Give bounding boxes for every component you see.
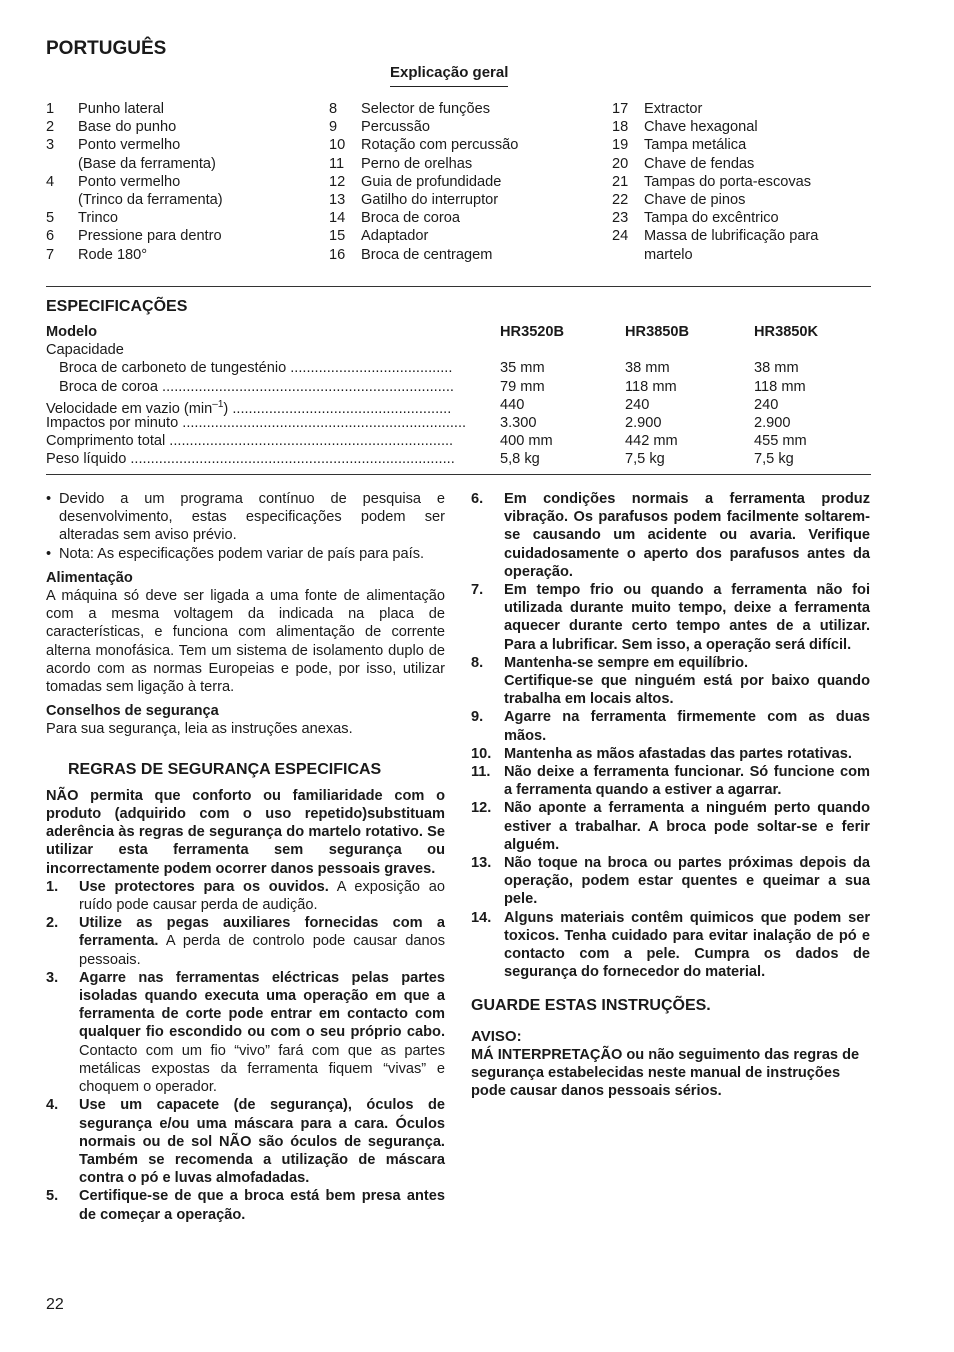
list-item: 4. Use um capacete (de segurança), óculos de segurança e/ou uma máscara para a cara. Óculos normais ou de sol NÃO são óculos de segurança. Também se recomenda a utilização de máscara contra o pó e luvas almofadadas. [46,1097,445,1187]
list-item: 6 Pressione para dentro [46,228,222,245]
list-item: • Nota: As especificações podem variar de país para país. [46,545,425,562]
list-item: 8 Selector de funções [329,101,490,117]
power-text: A máquina só deve ser ligada a uma fonte de alimentação com a mesma voltagem da indicada na placa de características, e funciona com alimentação de corrente alterna monofásica. Tem um sistema de isolamento duplo de acordo com as normas Europeias e pode, por isso, utilizar tomadas sem ligação à terra. [46,588,445,696]
list-item: 2. Utilize as pegas auxiliares fornecidas com a ferramenta. A perda de controlo pode causar danos pessoais. [46,915,445,968]
list-item: martelo [644,246,693,263]
table-row: Impactos por minuto ...................................................................... 3.300 2.900 2.900 [46,414,791,431]
language-heading: PORTUGUÊS [46,38,167,59]
list-item: 7. Em tempo frio ou quando a ferramenta não foi utilizada durante muito tempo, deixe a ferramenta aquecer durante certo tempo antes de a utilizar. Para a lubrificar. Sem isso, a operação será difícil. [471,582,870,653]
speed-label: Velocidade em vazio $(\min^{-1})$ ...................................................... [46,398,452,417]
list-item: 24 Massa de lubrificação para [612,228,819,245]
specifications-table [46,323,871,469]
list-item: 17 Extractor [612,101,703,117]
list-item: 11. Não deixe a ferramenta funcionar. Só funcione com a ferramenta quando a estiver a agarrar. [471,764,870,799]
capacity-label: Capacidade [46,342,124,359]
list-item: • Devido a um programa contínuo de pesquisa e desenvolvimento, estas especificações podem ser alteradas sem aviso prévio. [46,491,445,544]
list-item: 6. Em condições normais a ferramenta produz vibração. Os parafusos podem facilmente soltarem-se causando um acidente ou avaria. Verifique cuidadosamente o aperto dos parafusos antes da operação. [471,491,870,580]
general-explanation-title: Explicação geral [390,64,508,87]
page-number: 22 [46,1296,64,1313]
list-item: 20 Chave de fendas [612,155,755,172]
left-column [46,490,445,1224]
list-item: 9. Agarre na ferramenta firmemente com as duas mãos. [471,709,870,744]
safety-text: Para sua segurança, leia as instruções anexas. [46,721,353,738]
parts-list-col3 [612,100,872,264]
table-row: Modelo HR3520B HR3850B HR3850K [46,324,819,340]
warning-title: AVISO: [471,1027,522,1045]
list-item: 23 Tampa do excêntrico [612,210,779,227]
keep-instructions-heading: GUARDE ESTAS INSTRUÇÕES. [471,997,711,1015]
list-item: 14. Alguns materiais contêm quimicos que podem ser toxicos. Tenha cuidado para evitar inalação de pó e contacto com a pele. Cumpra os dados de segurança do fornecedor do material. [471,909,870,981]
list-item: 15 Adaptador [329,228,429,245]
list-item: 3. Agarre nas ferramentas eléctricas pelas partes isoladas quando executa uma operação em que a ferramenta de corte pode entrar em contacto com qualquer fio escondido ou com o seu próprio cabo. Contacto com um fio “vivo” fará com que as partes metálicas expostas da ferramenta fiquem “vivas” e choquem o operador. [46,969,445,1096]
power-title: Alimentação [46,569,133,586]
list-item: 10. Mantenha as mãos afastadas das partes rotativas. [471,745,852,762]
divider [46,286,871,287]
list-item: 2 Base do punho [46,119,177,136]
table-row: Broca de carboneto de tungesténio ........................................ 35 mm 38 mm 38 mm [59,360,799,377]
list-item: 5. Certifique-se de que a broca está bem presa antes de começar a operação. [46,1188,445,1223]
table-row: Broca de coroa ........................................................................ 79 mm 118 mm 118 mm [59,378,806,395]
list-item: 7 Rode 180° [46,246,148,263]
list-item: 5 Trinco [46,210,119,227]
parts-list-col2 [329,100,599,264]
list-item: 3 Ponto vermelho [46,137,181,154]
right-column [471,490,870,1101]
specifications-heading: ESPECIFICAÇÕES [46,298,188,315]
table-row: Comprimento total ...................................................................... 400 mm 442 mm 455 mm [46,433,807,450]
list-item: (Base da ferramenta) [78,155,216,172]
rules-intro: NÃO permita que conforto ou familiaridade com o produto (adquirido com o uso repetido)substituam aderência às regras de segurança do martelo rotativo. Se utilizar esta ferramenta sem segurança ou incorrectamente podem ocorrer danos pessoais graves. [46,787,445,877]
list-item: 12. Não aponte a ferramenta a ninguém perto quando estiver a trabalhar. A broca pode soltar-se e ferir alguém. [471,800,870,853]
warning-text: MÁ INTERPRETAÇÃO ou não seguimento das regras de segurança estabelecidas neste manual de instruções pode causar danos pessoais sérios. [471,1046,860,1100]
list-item: 16 Broca de centragem [329,246,493,263]
list-item: 21 Tampas do porta-escovas [612,173,812,190]
list-item: 1. Use protectores para os ouvidos. A exposição ao ruído pode causar perda de audição. [46,878,445,914]
list-item: 1 Punho lateral [46,101,165,117]
rules-heading: REGRAS DE SEGURANÇA ESPECIFICAS [68,760,382,778]
list-item: 19 Tampa metálica [612,137,747,154]
list-item: 9 Percussão [329,119,430,136]
list-item: 12 Guia de profundidade [329,173,502,190]
table-row [46,341,871,359]
divider [46,474,871,475]
table-row: Peso líquido ................................................................................ 5,8 kg 7,5 kg 7,5 kg [46,451,794,468]
list-item: 22 Chave de pinos [612,192,746,209]
list-item: 8. Mantenha-se sempre em equilíbrio. Certifique-se que ninguém está por baixo quando trabalha em locais altos. [471,654,870,708]
list-item: 18 Chave hexagonal [612,119,758,136]
parts-list-col1 [46,100,316,264]
list-item: (Trinco da ferramenta) [78,192,223,209]
safety-title: Conselhos de segurança [46,703,219,720]
list-item: 10 Rotação com percussão [329,137,519,154]
list-item: 13. Não toque na broca ou partes próximas depois da operação, podem estar quentes e queimar a sua pele. [471,855,870,908]
table-row: Velocidade em vazio $(\min^{-1})$ ...................................................... 440 240 240 [46,396,779,417]
model-label: Modelo [46,324,98,340]
list-item: 4 Ponto vermelho [46,173,181,190]
list-item: 13 Gatilho do interruptor [329,192,499,209]
list-item: 14 Broca de coroa [329,210,460,227]
list-item: 11 Perno de orelhas [329,155,473,172]
